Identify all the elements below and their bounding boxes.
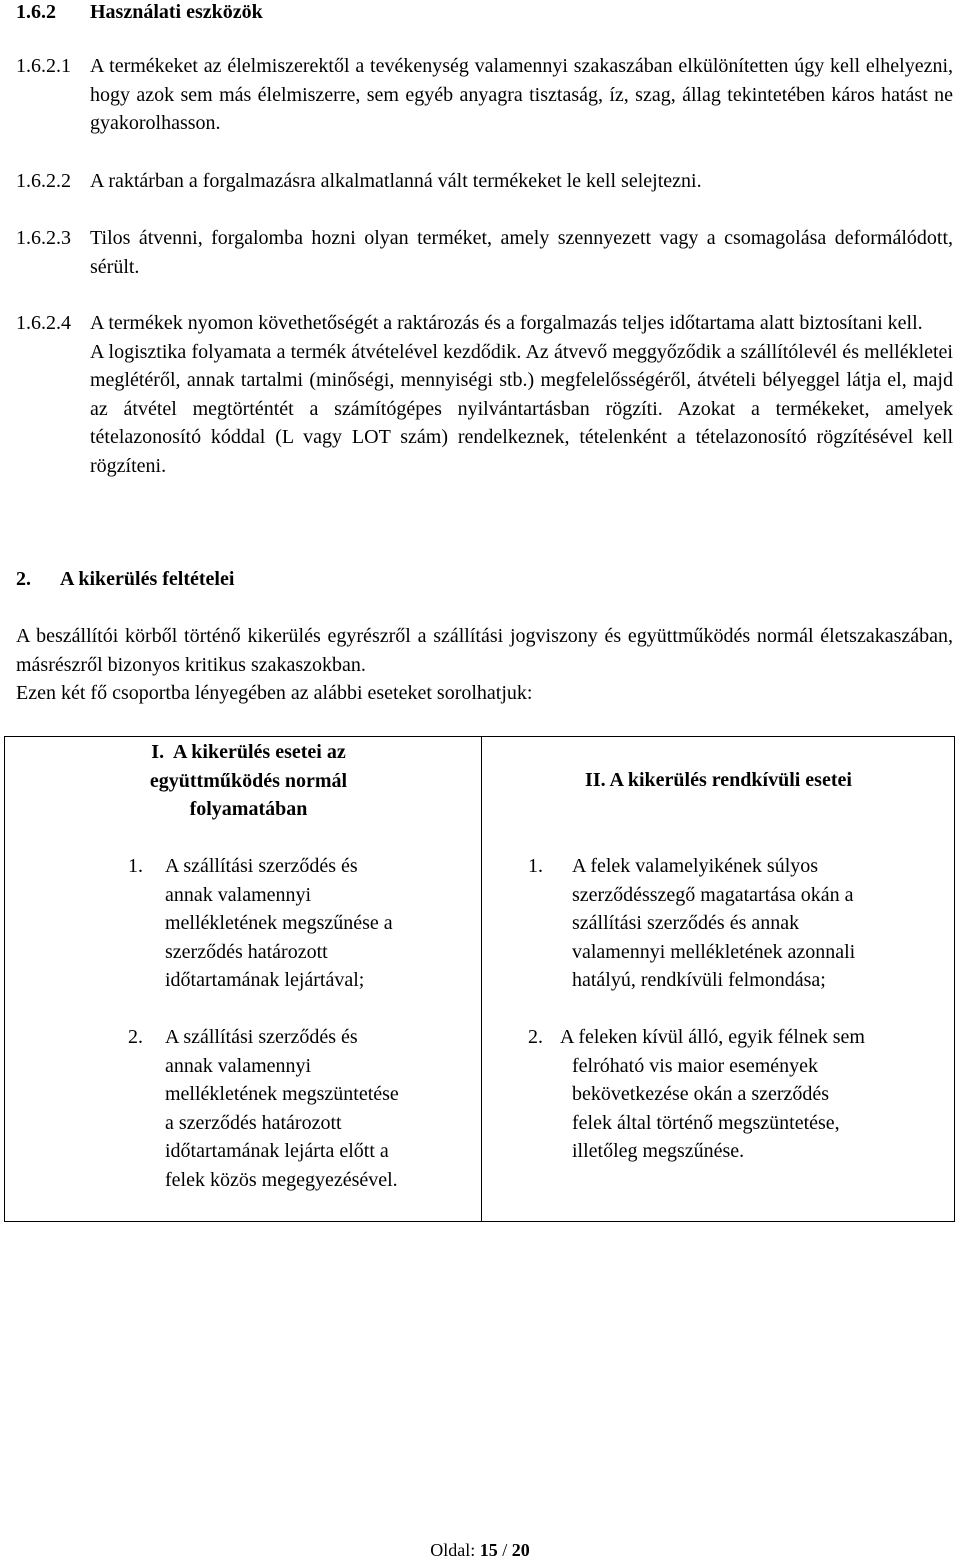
section-title: Használati eszközök bbox=[90, 1, 263, 23]
item-text: A raktárban a forgalmazásra alkalmatlanná vált termékeket le kell selejtezni. bbox=[90, 170, 702, 192]
list-item-line: A szállítási szerződés és bbox=[165, 855, 358, 877]
list-item-number: 2. bbox=[528, 1026, 543, 1048]
section-2-title: A kikerülés feltételei bbox=[60, 568, 235, 590]
header-line: folyamatában bbox=[189, 798, 308, 820]
section-2-paragraph bbox=[16, 622, 953, 708]
header-line: I. A kikerülés esetei az bbox=[151, 741, 346, 763]
list-item-line: A szállítási szerződés és bbox=[165, 1026, 358, 1048]
section-heading bbox=[16, 0, 263, 24]
paragraph-text: A beszállítói körből történő kikerülés egyrészről a szállítási jogviszony és együttműködés normál életszakaszában, másrészről bizonyos kritikus szakaszokban. bbox=[16, 625, 953, 676]
footer-label: Oldal: bbox=[430, 1540, 476, 1560]
total-page-count: 20 bbox=[511, 1540, 530, 1560]
list-item-line: felek által történő megszüntetése, bbox=[572, 1111, 840, 1134]
list-item-line: A feleken kívül álló, egyik félnek sem bbox=[560, 1026, 865, 1048]
list-item-line: mellékletének megszűnése a bbox=[165, 912, 393, 934]
item-number: 1.6.2.4 bbox=[16, 312, 71, 334]
list-item-number: 1. bbox=[128, 855, 143, 877]
item-number: 1.6.2.3 bbox=[16, 227, 71, 249]
item-text: A termékeket az élelmiszerektől a tevékenység valamennyi szakaszában elkülönítetten úgy kell elhelyezni, hogy azok sem más élelmiszerre, sem egyéb anyagra tisztaság, íz, szag, állag tekintetében káros hatást ne gyakorolhasson. bbox=[90, 55, 953, 134]
current-page-number: 15 bbox=[479, 1540, 498, 1560]
list-item-line: időtartamának lejárta előtt a bbox=[165, 1140, 389, 1162]
item-1-6-2-4 bbox=[16, 309, 953, 480]
page-footer bbox=[0, 1538, 960, 1562]
item-number: 1.6.2.2 bbox=[16, 170, 71, 192]
list-item-line: annak valamennyi bbox=[165, 883, 312, 906]
table-left-header bbox=[16, 738, 481, 824]
header-line: együttműködés normál bbox=[149, 769, 348, 792]
list-item-line: szerződés határozott bbox=[165, 940, 328, 963]
section-number: 1.6.2 bbox=[16, 1, 56, 23]
list-item-line: felróható vis maior események bbox=[572, 1054, 819, 1077]
item-text: A logisztika folyamata a termék átvételével kezdődik. Az átvevő meggyőződik a szállítólevél és mellékletei meglétéről, annak tartalmi (minőségi, mennyiségi stb.) megfelelősségéről, átvételi bélyeggel látja el, majd az átvétel megtörténtét a számítógépes nyilvántartásban rögzíti. Azokat a termékeket, amelyek tételazonosító kóddal (L vagy LOT szám) rendelkeznek, tételenként a tételazonosító rögzítésével kell rögzíteni. bbox=[90, 340, 953, 477]
list-item-number: 2. bbox=[128, 1026, 143, 1048]
item-number: 1.6.2.1 bbox=[16, 55, 71, 77]
list-item-number: 1. bbox=[528, 855, 543, 877]
item-1-6-2-1 bbox=[16, 52, 953, 138]
list-item-line: felek közös megegyezésével. bbox=[165, 1168, 398, 1191]
list-item-line: mellékletének megszüntetése bbox=[165, 1083, 399, 1105]
list-item-line: bekövetkezése okán a szerződés bbox=[572, 1083, 830, 1105]
table-right-header: II. A kikerülés rendkívüli esetei bbox=[585, 769, 852, 791]
list-item-line: a szerződés határozott bbox=[165, 1111, 342, 1134]
page-separator: / bbox=[502, 1540, 508, 1560]
item-text: A termékek nyomon követhetőségét a raktározás és a forgalmazás teljes időtartama alatt biztosítani kell. bbox=[90, 312, 923, 334]
list-item-line: A felek valamelyikének súlyos bbox=[572, 855, 819, 877]
section-2-number: 2. bbox=[16, 568, 31, 590]
list-item-line: időtartamának lejártával; bbox=[165, 969, 365, 991]
list-item-line: valamennyi mellékletének azonnali bbox=[572, 940, 856, 963]
item-1-6-2-2 bbox=[16, 167, 953, 196]
item-1-6-2-3 bbox=[16, 224, 953, 281]
list-item-line: szerződésszegő magatartása okán a bbox=[572, 883, 854, 906]
list-item-line: hatályú, rendkívüli felmondása; bbox=[572, 969, 826, 991]
list-item-line: annak valamennyi bbox=[165, 1054, 312, 1077]
list-item-line: szállítási szerződés és annak bbox=[572, 912, 800, 934]
item-text: Tilos átvenni, forgalomba hozni olyan terméket, amely szennyezett vagy a csomagolása deformálódott, sérült. bbox=[90, 227, 953, 278]
section-2-heading bbox=[16, 565, 234, 593]
list-item-line: illetőleg megszűnése. bbox=[572, 1140, 745, 1162]
paragraph-text: Ezen két fő csoportba lényegében az alábbi eseteket sorolhatjuk: bbox=[16, 682, 533, 704]
